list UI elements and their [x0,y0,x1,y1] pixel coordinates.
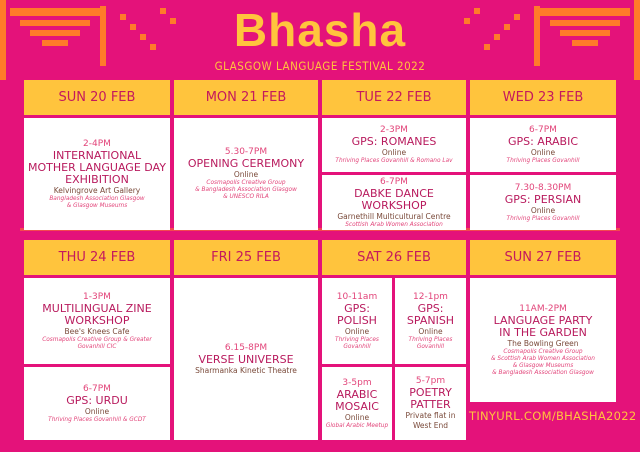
event-organiser: & Bangladesh Association Glasgow [195,187,297,193]
event-gps-spanish [395,278,466,364]
event-organiser: Govanhill [416,343,445,350]
event-title: MOTHER LANGUAGE DAY [28,160,166,174]
event-organiser: Thriving Places Govanhill [506,158,580,164]
event-time: 5-7pm [415,376,446,386]
event-title: IN THE GARDEN [499,325,587,339]
page-subtitle: GLASGOW LANGUAGE FESTIVAL 2022 [214,59,426,73]
event-organiser: & Glasgow Museums [66,202,128,209]
event-time: 2-4PM [83,138,111,149]
event-time: 5.30-7PM [224,147,268,157]
event-verse-universe [174,278,318,440]
event-title: GPS: URDU [66,393,128,407]
event-title: GPS: ARABIC [507,135,579,148]
event-title: POETRY [409,386,452,399]
event-organiser: Cosmapolis Creative Group & Greater [42,336,152,343]
event-opening-ceremony [174,118,318,230]
event-title: SPANISH [406,313,455,327]
event-dabke-dance [322,175,466,230]
event-mother-language-day [24,118,170,230]
event-organiser: Bangladesh Association Glasgow [49,195,145,202]
event-gps-persian [470,175,616,230]
event-gps-romanes [322,118,466,172]
event-time: 10-11am [336,291,378,302]
event-organiser: Thriving Places [408,336,453,343]
event-location: Online [233,170,259,179]
event-gps-arabic [470,118,616,172]
event-organiser: & Bangladesh Association Glasgow [492,369,594,376]
day-header-wed-23: WED 23 FEB [470,80,616,115]
event-location: Online [344,326,370,336]
day-header-sat-26: SAT 26 FEB [322,240,466,275]
event-language-party [470,278,616,402]
event-title: VERSE UNIVERSE [198,352,294,366]
page-title: Bhasha [233,4,407,56]
event-multilingual-zine [24,278,170,364]
event-organiser: Govanhill [343,343,371,350]
event-title: WORKSHOP [64,313,130,327]
event-title: MULTILINGUAL ZINE [42,301,152,315]
event-organiser: Cosmapolis Creative Group [206,180,286,186]
event-poetry-patter [395,367,466,440]
event-organiser: Global Arabic Meetup [325,422,389,429]
event-organiser: Thriving Places Govanhill & Romano Lav [335,158,453,164]
event-title: DABKE DANCE WORKSHOP [354,186,434,212]
event-title: INTERNATIONAL [52,148,142,162]
event-organiser: Scottish Arab Women Association [345,221,443,228]
event-location: Online [530,205,556,215]
event-location: Garnethill Multicultural Centre [337,211,451,221]
event-organiser: & UNESCO RILA [223,194,269,200]
day-header-mon-21: MON 21 FEB [174,80,318,115]
event-location: West End [412,421,449,430]
event-location: Private flat in [405,411,456,420]
event-location: Bee's Knees Cafe [64,326,130,336]
event-location: Online [344,412,370,422]
event-time: 7.30-8.30PM [514,182,572,193]
event-title: GPS: [344,301,370,315]
event-gps-polish [322,278,392,364]
event-title: GPS: ROMANES [351,135,437,148]
event-title: OPENING CEREMONY [187,157,305,170]
event-location: Online [381,148,407,157]
day-header-thu-24: THU 24 FEB [24,240,170,275]
event-title: LANGUAGE PARTY [493,313,593,327]
event-time: 12-1pm [413,291,448,302]
event-time: 6.15-8PM [224,342,268,353]
event-time: 6-7PM [529,125,557,135]
event-location: Online [418,326,443,336]
event-title: EXHIBITION [65,172,129,186]
day-header-sun-20: SUN 20 FEB [24,80,170,115]
event-time: 2-3PM [380,125,408,135]
event-organiser: Cosmapolis Creative Group [503,348,583,355]
event-organiser: Thriving Places [335,336,379,343]
event-organiser: & Glasgow Museums [512,362,574,369]
event-arabic-mosaic [322,367,392,440]
event-organiser: & Scottish Arab Women Association [491,355,595,362]
event-location: Online [530,148,556,157]
event-location: The Bowling Green [507,338,579,348]
event-time: 6-7PM [83,383,111,394]
event-title: PATTER [410,398,451,411]
event-organiser: Thriving Places Govanhill [506,215,580,222]
event-title: GPS: [417,301,444,315]
day-header-sun-27: SUN 27 FEB [470,240,616,275]
event-title: ARABIC [336,387,378,401]
event-title: MOSAIC [335,399,379,413]
event-location: Sharmanka Kinetic Theatre [195,365,297,375]
event-time: 6-7PM [380,176,408,187]
event-organiser: Govanhill CIC [77,343,117,350]
website-link[interactable]: TINYURL.COM/BHASHA2022 [469,409,637,423]
event-time: 3-5pm [342,377,372,388]
day-header-fri-25: FRI 25 FEB [174,240,318,275]
event-time: 1-3PM [83,291,111,302]
day-header-tue-22: TUE 22 FEB [322,80,466,115]
event-time: 11AM-2PM [519,303,567,314]
event-location: Online [84,406,110,416]
event-organiser: Thriving Places Govanhill & GCDT [48,416,146,423]
event-title: GPS: PERSIAN [504,192,582,206]
event-title: POLISH [337,313,377,327]
event-gps-urdu [24,367,170,440]
event-location: Kelvingrove Art Gallery [53,185,141,195]
